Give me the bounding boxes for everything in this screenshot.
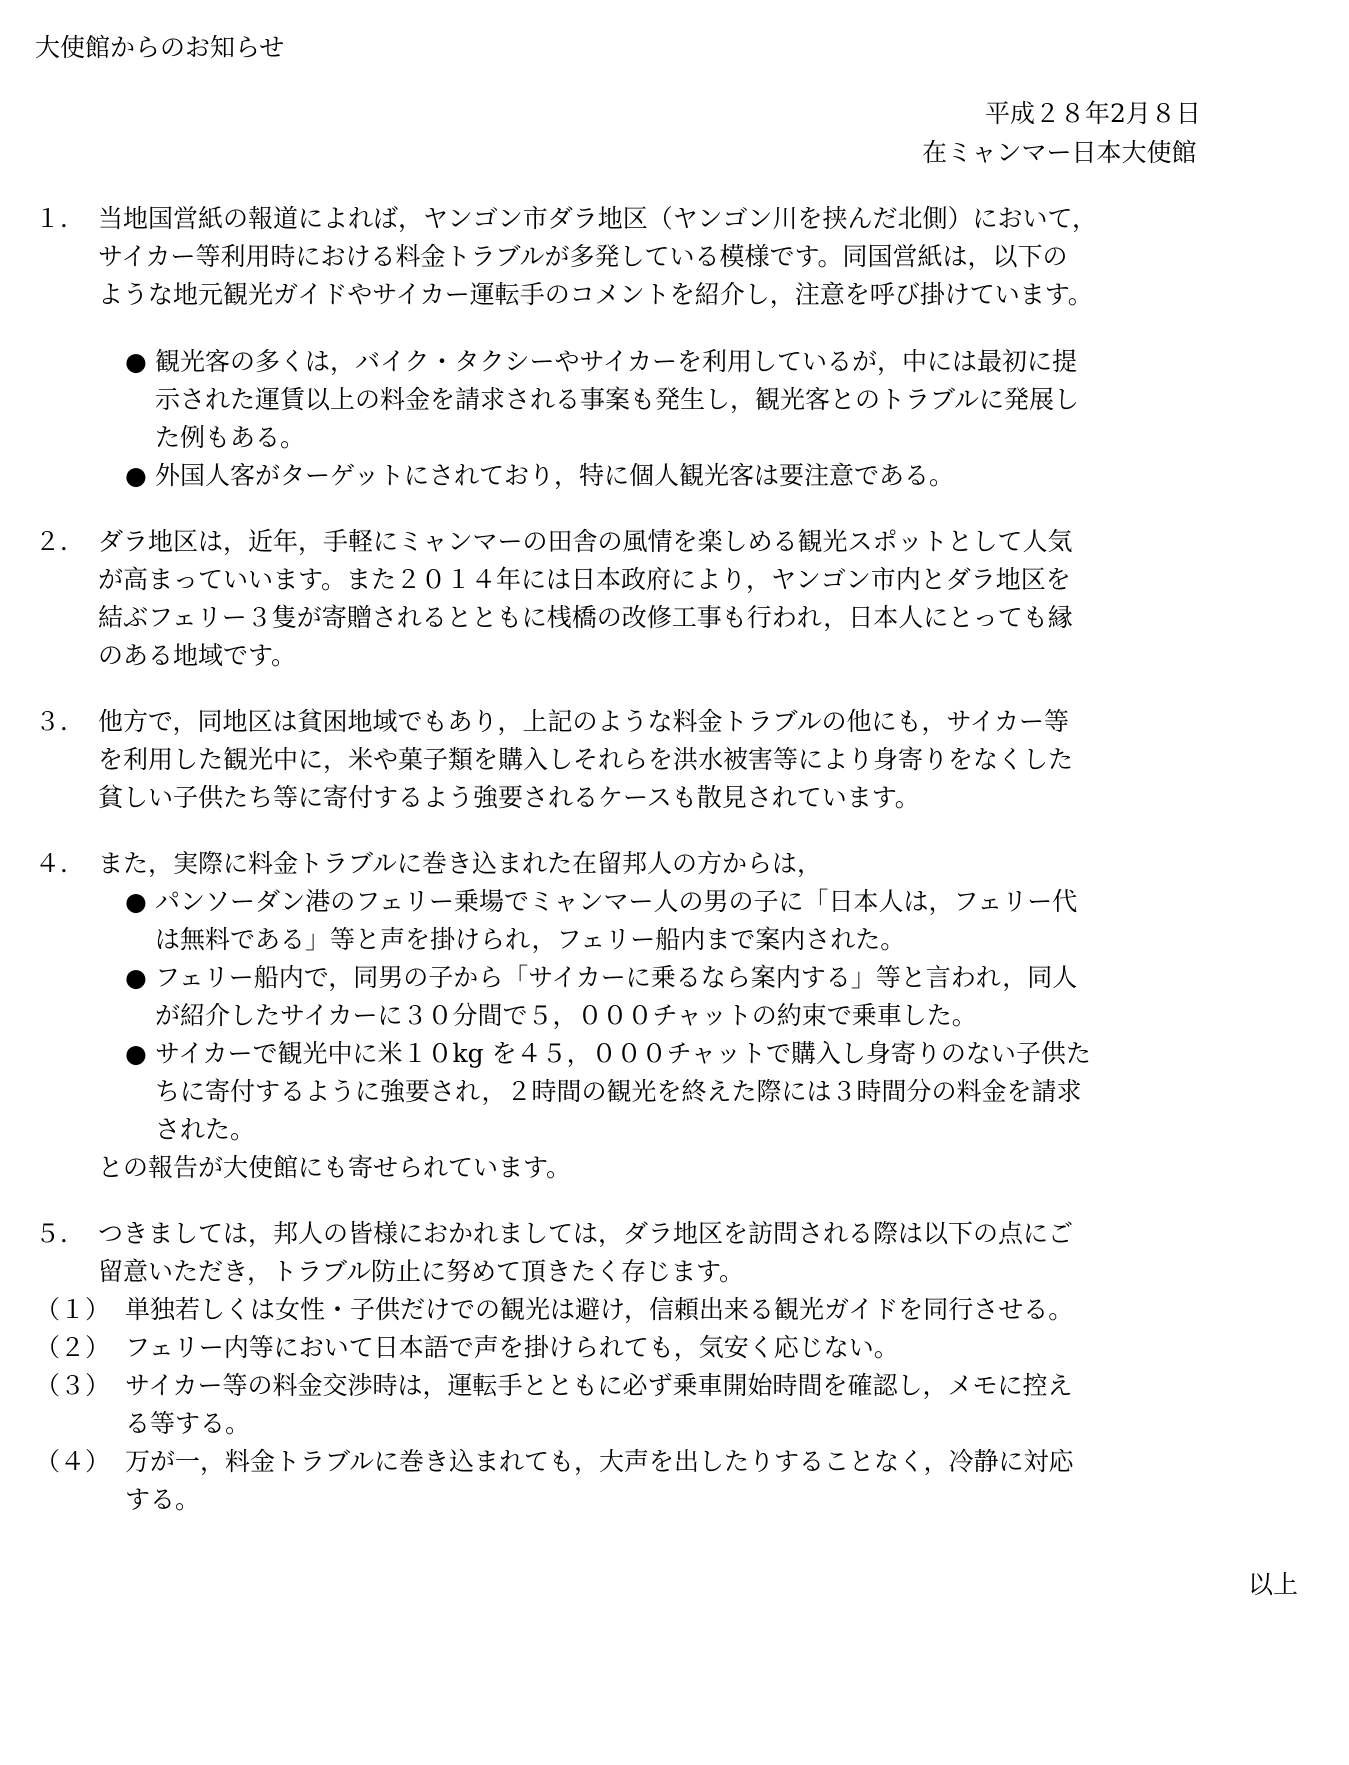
section-5-item-1-line: 単独若しくは女性・子供だけでの観光は避け，信頼出来る観光ガイドを同行させる。 [125, 1295, 1074, 1324]
section-4-bullet-2-line: フェリー船内で，同男の子から「サイカーに乗るなら案内する」等と言われ，同人 [155, 963, 1078, 992]
section-3-line: 貧しい子供たち等に寄付するよう強要されるケースも散見されています。 [98, 783, 920, 812]
section-2-line: のある地域です。 [98, 641, 297, 670]
section-4-bullet-1-line: パンソーダン港のフェリー乗場でミャンマー人の男の子に「日本人は，フェリー代 [155, 887, 1078, 916]
section-1-line: 当地国営紙の報道によれば，ヤンゴン市ダラ地区（ヤンゴン川を挟んだ北側）において， [98, 204, 1098, 233]
section-2-line: が高まっていいます。また２０１４年には日本政府により，ヤンゴン市内とダラ地区を [98, 565, 1071, 594]
section-2-line: 結ぶフェリー３隻が寄贈されるとともに桟橋の改修工事も行われ，日本人にとっても縁 [98, 603, 1073, 632]
section-5-number: ５． [35, 1219, 86, 1248]
section-4-bullet-2-line: が紹介したサイカーに３０分間で５，０００チャットの約束で乗車した。 [155, 1001, 977, 1030]
section-2-number: ２． [35, 527, 86, 556]
section-5-item-4-line: 万が一，料金トラブルに巻き込まれても，大声を出したりすることなく，冷静に対応 [125, 1447, 1074, 1476]
item-number: （３） [35, 1371, 111, 1400]
section-3-line: 他方で，同地区は貧困地域でもあり，上記のような料金トラブルの他にも，サイカー等 [98, 707, 1070, 736]
section-4-bullet-3-line: サイカーで観光中に米１０kg を４５，０００チャットで購入し身寄りのない子供た [155, 1039, 1091, 1068]
section-3-line: を利用した観光中に，米や菓子類を購入しそれらを洪水被害等により身寄りをなくした [98, 745, 1074, 774]
section-1-bullet-1-line: 示された運賃以上の料金を請求される事案も発生し，観光客とのトラブルに発展し [155, 385, 1080, 414]
section-4-closing: との報告が大使館にも寄せられています。 [98, 1153, 572, 1182]
section-3-number: ３． [35, 707, 86, 736]
section-1-bullet-2-line: 外国人客がターゲットにされており，特に個人観光客は要注意である。 [155, 461, 955, 490]
item-number: （２） [35, 1333, 111, 1362]
item-number: （４） [35, 1447, 111, 1476]
embassy-name: 在ミャンマー日本大使館 [922, 138, 1197, 167]
section-4-line: また，実際に料金トラブルに巻き込まれた在留邦人の方からは， [98, 849, 823, 878]
section-4-bullet-1-line: は無料である」等と声を掛けられ，フェリー船内まで案内された。 [155, 925, 906, 954]
bullet-icon: ● [125, 461, 147, 490]
section-5-item-3-line: サイカー等の料金交渉時は，運転手とともに必ず乗車開始時間を確認し，メモに控え [125, 1371, 1073, 1400]
bullet-icon: ● [125, 1039, 147, 1068]
bullet-icon: ● [125, 887, 147, 916]
section-4-bullet-3-line: ちに寄付するように強要され，２時間の観光を終えた際には３時間分の料金を請求 [155, 1077, 1082, 1106]
section-5-item-2-line: フェリー内等において日本語で声を掛けられても，気安く応じない。 [125, 1333, 899, 1362]
notice-title: 大使館からのお知らせ [35, 33, 285, 62]
section-1-line: ような地元観光ガイドやサイカー運転手のコメントを紹介し，注意を呼び掛けています。 [98, 280, 1093, 309]
notice-date: 平成２８年2月８日 [985, 99, 1201, 128]
item-number: （１） [35, 1295, 111, 1324]
section-2-line: ダラ地区は，近年，手軽にミャンマーの田舎の風情を楽しめる観光スポットとして人気 [98, 527, 1073, 556]
section-4-bullet-3-line: された。 [155, 1115, 256, 1144]
section-1-bullet-1-line: 観光客の多くは，バイク・タクシーやサイカーを利用しているが，中には最初に提 [155, 347, 1078, 376]
section-5-line: 留意いただき，トラブル防止に努めて頂きたく存じます。 [98, 1257, 745, 1286]
section-4-number: ４． [35, 849, 86, 878]
section-5-item-4-line: する。 [125, 1485, 201, 1514]
bullet-icon: ● [125, 347, 147, 376]
bullet-icon: ● [125, 963, 147, 992]
section-5-line: つきましては，邦人の皆様におかれましては，ダラ地区を訪問される際は以下の点にご [98, 1219, 1074, 1248]
section-1-line: サイカー等利用時における料金トラブルが多発している模様です。同国営紙は，以下の [98, 242, 1068, 271]
section-5-item-3-line: る等する。 [125, 1409, 251, 1438]
end-mark: 以上 [1248, 1570, 1299, 1599]
section-1-bullet-1-line: た例もある。 [155, 423, 306, 452]
section-1-number: １． [35, 204, 86, 233]
